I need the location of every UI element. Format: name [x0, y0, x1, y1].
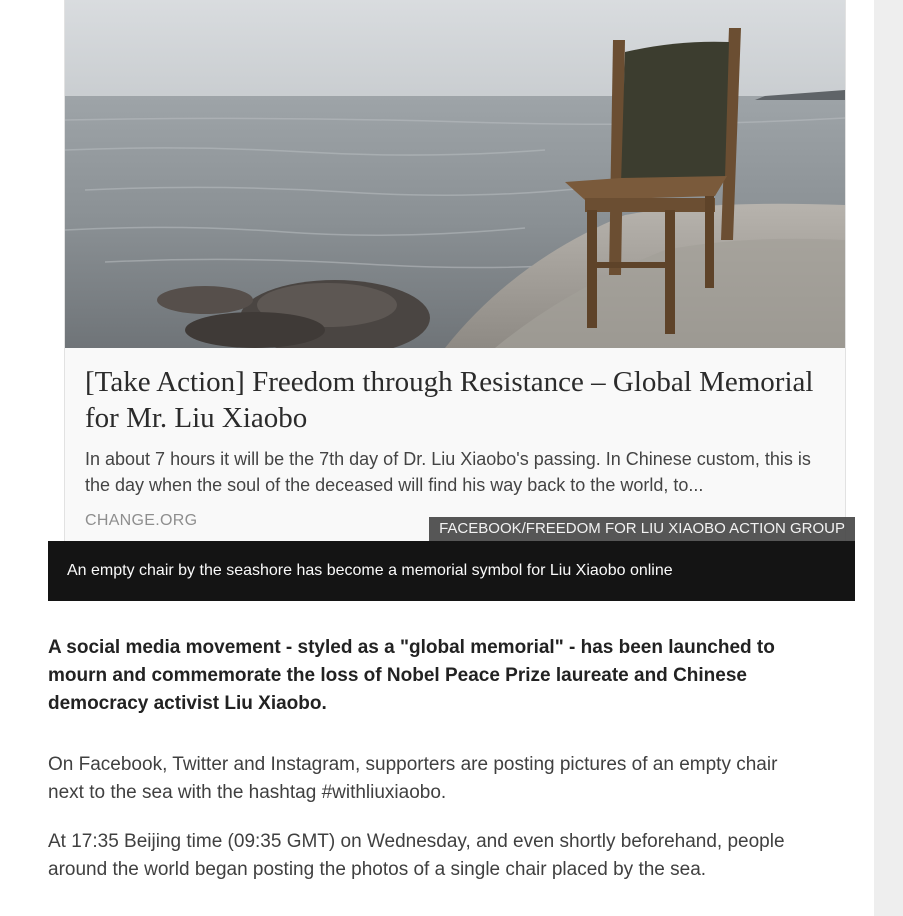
image-credit: FACEBOOK/FREEDOM FOR LIU XIAOBO ACTION GROUP	[429, 517, 855, 541]
link-card-description: In about 7 hours it will be the 7th day of Dr. Liu Xiaobo's passing. In Chinese custom, this is the day when the soul of the deceased will find his way back to the world, to...	[85, 449, 811, 495]
article-figure	[48, 0, 855, 601]
image-caption-text: An empty chair by the seashore has become a memorial symbol for Liu Xiaobo online	[67, 562, 673, 579]
empty-chair-seashore-photo	[65, 0, 845, 348]
link-card-title[interactable]: [Take Action] Freedom through Resistance – Global Memorial for Mr. Liu Xiaobo	[85, 366, 814, 434]
article-body	[48, 634, 788, 884]
shared-link-card[interactable]	[64, 0, 846, 541]
right-sidebar-gutter	[874, 0, 903, 916]
link-card-source: CHANGE.ORG	[85, 512, 198, 529]
article-paragraph: At 17:35 Beijing time (09:35 GMT) on Wednesday, and even shortly beforehand, people around the world began posting the photos of a single chair placed by the sea.	[48, 831, 785, 880]
image-caption	[48, 541, 855, 601]
article-lead: A social media movement - styled as a "global memorial" - has been launched to mourn and commemorate the loss of Nobel Peace Prize laureate and Chinese democracy activist Liu Xiaobo.	[48, 637, 775, 714]
article-paragraph: On Facebook, Twitter and Instagram, supporters are posting pictures of an empty chair next to the sea with the hashtag #withliuxiaobo.	[48, 754, 778, 803]
link-card-text	[65, 348, 845, 541]
